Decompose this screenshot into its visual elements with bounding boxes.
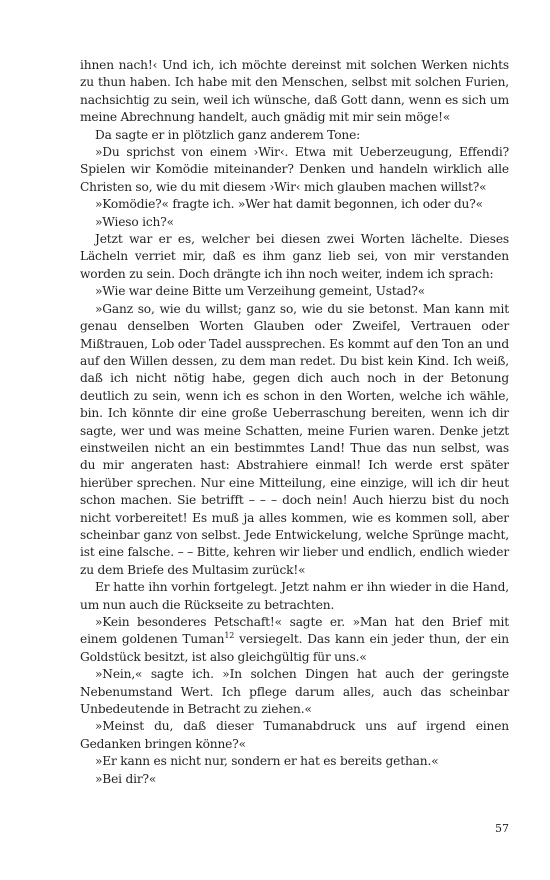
paragraph: »Nein,« sagte ich. »In solchen Dingen hat auch der geringste Nebenumstand Wert. Ich pflege darum alles, auch das scheinbar Unbedeutende in Betracht zu ziehen.«	[80, 667, 509, 717]
page-number: 57	[495, 822, 509, 835]
paragraph: »Er kann es nicht nur, sondern er hat es bereits gethan.«	[95, 754, 439, 769]
paragraph-with-footnote	[80, 614, 509, 666]
paragraph: »Komödie?« fragte ich. »Wer hat damit begonnen, ich oder du?«	[95, 197, 483, 212]
paragraph-text: »Kein besonderes Petschaft!« sagte er. »Man hat den Brief mit einem goldenen Tuman	[80, 615, 509, 647]
paragraph: ihnen nach!‹ Und ich, ich möchte dereinst mit solchen Werken nichts zu thun haben. Ich habe mit den Menschen, selbst mit solchen Furien, nachsichtig zu sein, weil ich wünsche, daß Gott dann, wenn es sich um meine Abrechnung handelt, auch gnädig mit mir sein möge!«	[80, 58, 509, 125]
paragraph: »Bei dir?«	[95, 771, 157, 786]
paragraph: »Du sprichst von einem ›Wir‹. Etwa mit Ueberzeugung, Effendi? Spielen wir Komödie miteinander? Denken und handeln wirklich alle Christen so, wie du mit diesem ›Wir‹ mich glauben machen willst?«	[80, 145, 509, 194]
paragraph: »Wie war deine Bitte um Verzeihung gemeint, Ustad?«	[95, 284, 426, 299]
footnote-marker[interactable]: 12	[224, 631, 235, 641]
body-text	[80, 57, 509, 788]
paragraph: Da sagte er in plötzlich ganz anderem Tone:	[95, 127, 361, 142]
paragraph: »Wieso ich?«	[95, 214, 174, 229]
paragraph: Jetzt war er es, welcher bei diesen zwei Worten lächelte. Dieses Lächeln verriet mir, daß es ihm ganz lieb sei, von mir verstanden worden zu sein. Doch drängte ich ihn noch weiter, indem ich sprach:	[80, 232, 509, 281]
paragraph: »Ganz so, wie du willst; ganz so, wie du sie betonst. Man kann mit genau denselben Worten Glauben oder Zweifel, Vertrauen oder Mißtrauen, Lob oder Tadel aussprechen. Es kommt auf den Ton an und auf den Willen dessen, zu dem man redet. Du bist kein Kind. Ich weiß, daß ich nicht nötig habe, gegen dich auch noch in der Betonung deutlich zu sein, wenn ich es schon in den Worten, welche ich wähle, bin. Ich könnte dir eine große Ueberraschung bereiten, wenn ich dir sagte, wer und was meine Schatten, meine Furien waren. Denke jetzt einstweilen nicht an ein bestimmtes Land! Thue das nun selbst, was du mir angeraten hast: Abstrahiere einmal! Ich werde erst später hierüber sprechen. Nur eine Mitteilung, eine einzige, will ich dir heut schon machen. Sie betrifft – – – doch nein! Auch hierzu bist du noch nicht vorbereitet! Es muß ja alles kommen, wie es kommen soll, aber scheinbar ganz von selbst. Jede Entwickelung, welche Sprünge macht, ist eine falsche. – – Bitte, kehren wir lieber und endlich, endlich wieder zu dem Briefe des Multasim zurück!«	[80, 301, 509, 577]
paragraph: »Meinst du, daß dieser Tumanabdruck uns auf irgend einen Gedanken bringen könne?«	[80, 719, 509, 751]
paragraph: Er hatte ihn vorhin fortgelegt. Jetzt nahm er ihn wieder in die Hand, um nun auch die Rückseite zu betrachten.	[80, 580, 509, 612]
paragraph-text-continued: versiegelt. Das kann ein jeder thun, der ein Goldstück besitzt, ist also gleichgültig für uns.«	[80, 632, 509, 664]
